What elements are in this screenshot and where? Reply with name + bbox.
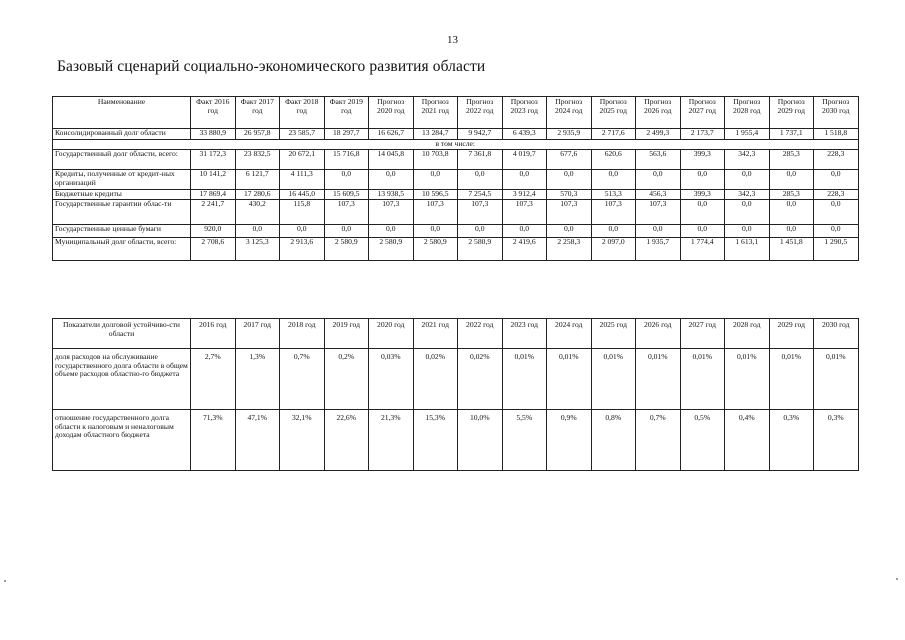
table-cell: 0,01%: [725, 349, 770, 410]
table-cell: 1 290,5: [814, 238, 859, 261]
debt-sustainability-table: [52, 318, 859, 471]
table-cell: 513,3: [591, 190, 636, 200]
column-header: Показатели долговой устойчиво-сти области: [53, 319, 191, 349]
column-header: 2026 год: [636, 319, 681, 349]
table-cell: 7 361,8: [458, 150, 503, 170]
row-label: Муниципальный долг области, всего:: [53, 238, 191, 261]
page-title: Базовый сценарий социально-экономического развития области: [57, 58, 486, 75]
table-cell: 285,3: [769, 150, 814, 170]
column-header: 2016 год: [191, 319, 236, 349]
column-header: 2020 год: [369, 319, 414, 349]
table-cell: 0,0: [769, 225, 814, 238]
table-cell: 0,0: [814, 170, 859, 190]
column-header: Факт 2019 год: [324, 97, 369, 129]
table-cell: 0,4%: [725, 410, 770, 471]
row-label: доля расходов на обслуживание государственного долга области в общем объеме расходов областно-го бюджета: [53, 349, 191, 410]
page-number: 13: [447, 34, 458, 46]
table-cell: 4 019,7: [502, 150, 547, 170]
table-cell: 2 097,0: [591, 238, 636, 261]
scan-speck: [896, 578, 898, 580]
table-cell: 0,0: [324, 225, 369, 238]
table-header-row: [53, 319, 859, 349]
table-cell: 1 451,8: [769, 238, 814, 261]
table-cell: 0,0: [725, 170, 770, 190]
table-cell: 0,0: [680, 225, 725, 238]
table-row: [53, 349, 859, 410]
table-cell: 0,01%: [680, 349, 725, 410]
table-cell: 2 708,6: [191, 238, 236, 261]
table-cell: 22,6%: [324, 410, 369, 471]
table-cell: 15 716,8: [324, 150, 369, 170]
table-row: [53, 238, 859, 261]
column-header: 2023 год: [502, 319, 547, 349]
subheader-note: в том числе:: [53, 140, 859, 150]
table-cell: 1 613,1: [725, 238, 770, 261]
table-cell: 677,6: [547, 150, 592, 170]
table-cell: 0,0: [725, 200, 770, 225]
table-header-row: [53, 97, 859, 129]
table-cell: 1 518,8: [814, 129, 859, 140]
table-cell: 23 585,7: [280, 129, 325, 140]
column-header: Прогноз 2026 год: [636, 97, 681, 129]
table-cell: 3 912,4: [502, 190, 547, 200]
table-cell: 2 717,6: [591, 129, 636, 140]
table-cell: 17 869,4: [191, 190, 236, 200]
table-cell: 1 737,1: [769, 129, 814, 140]
row-label: Государственные гарантии облас-ти: [53, 200, 191, 225]
table-cell: 0,0: [725, 225, 770, 238]
table-cell: 2 935,9: [547, 129, 592, 140]
column-header: 2030 год: [814, 319, 859, 349]
table-cell: 342,3: [725, 190, 770, 200]
table-cell: 107,3: [547, 200, 592, 225]
table-cell: 0,0: [547, 170, 592, 190]
table-cell: 0,0: [324, 170, 369, 190]
table-cell: 2,7%: [191, 349, 236, 410]
table-cell: 0,0: [369, 225, 414, 238]
table-cell: 0,03%: [369, 349, 414, 410]
table-cell: 13 938,5: [369, 190, 414, 200]
table-cell: 1 955,4: [725, 129, 770, 140]
table-cell: 15,3%: [413, 410, 458, 471]
table-cell: 10 703,8: [413, 150, 458, 170]
row-label: Государственный долг области, всего:: [53, 150, 191, 170]
table-cell: 0,3%: [769, 410, 814, 471]
column-header: Факт 2018 год: [280, 97, 325, 129]
table-cell: 0,0: [502, 225, 547, 238]
table-row: [53, 170, 859, 190]
table-cell: 2 580,9: [413, 238, 458, 261]
table-row: [53, 150, 859, 170]
table-cell: 5,5%: [502, 410, 547, 471]
table-cell: 0,0: [458, 170, 503, 190]
row-label: отношение государственного долга области к налоговым и неналоговым доходам областного бюджета: [53, 410, 191, 471]
table-cell: 115,8: [280, 200, 325, 225]
table-cell: 4 111,3: [280, 170, 325, 190]
table-cell: 0,0: [636, 170, 681, 190]
column-header: Прогноз 2027 год: [680, 97, 725, 129]
column-header: Факт 2017 год: [235, 97, 280, 129]
table-cell: 47,1%: [235, 410, 280, 471]
table-cell: 228,3: [814, 150, 859, 170]
column-header: 2024 год: [547, 319, 592, 349]
table-cell: 0,01%: [814, 349, 859, 410]
table-cell: 6 439,3: [502, 129, 547, 140]
table-cell: 0,7%: [636, 410, 681, 471]
table-cell: 2 499,3: [636, 129, 681, 140]
column-header: Прогноз 2029 год: [769, 97, 814, 129]
row-label: Консолидированный долг области: [53, 129, 191, 140]
table-cell: 0,0: [591, 170, 636, 190]
column-header: 2021 год: [413, 319, 458, 349]
column-header: Наименование: [53, 97, 191, 129]
column-header: 2017 год: [235, 319, 280, 349]
table-cell: 107,3: [413, 200, 458, 225]
table-row: [53, 129, 859, 140]
table-cell: 6 121,7: [235, 170, 280, 190]
table-cell: 0,0: [814, 200, 859, 225]
table-row: [53, 200, 859, 225]
table-cell: 430,2: [235, 200, 280, 225]
table-cell: 18 297,7: [324, 129, 369, 140]
table-cell: 0,7%: [280, 349, 325, 410]
table-cell: 0,5%: [680, 410, 725, 471]
table-cell: 2 913,6: [280, 238, 325, 261]
table-cell: 0,0: [769, 200, 814, 225]
column-header: Факт 2016 год: [191, 97, 236, 129]
column-header: 2019 год: [324, 319, 369, 349]
table-cell: 920,0: [191, 225, 236, 238]
table-cell: 16 626,7: [369, 129, 414, 140]
scan-speck: [4, 580, 6, 582]
column-header: Прогноз 2020 год: [369, 97, 414, 129]
table-cell: 107,3: [369, 200, 414, 225]
table-cell: 0,01%: [502, 349, 547, 410]
table-cell: 0,0: [369, 170, 414, 190]
table-cell: 570,3: [547, 190, 592, 200]
table-cell: 9 942,7: [458, 129, 503, 140]
table-row: [53, 225, 859, 238]
table-cell: 107,3: [502, 200, 547, 225]
column-header: Прогноз 2030 год: [814, 97, 859, 129]
table-cell: 0,0: [547, 225, 592, 238]
table-cell: 2 580,9: [324, 238, 369, 261]
table-cell: 0,01%: [547, 349, 592, 410]
column-header: Прогноз 2022 год: [458, 97, 503, 129]
table-cell: 107,3: [636, 200, 681, 225]
column-header: Прогноз 2028 год: [725, 97, 770, 129]
table-cell: 342,3: [725, 150, 770, 170]
table-cell: 17 280,6: [235, 190, 280, 200]
table-cell: 16 445,0: [280, 190, 325, 200]
table-cell: 2 419,6: [502, 238, 547, 261]
table-cell: 2 580,9: [458, 238, 503, 261]
table-cell: 107,3: [458, 200, 503, 225]
table-cell: 2 173,7: [680, 129, 725, 140]
table-cell: 0,9%: [547, 410, 592, 471]
table-cell: 0,0: [502, 170, 547, 190]
table-cell: 228,3: [814, 190, 859, 200]
table-cell: 107,3: [591, 200, 636, 225]
table-cell: 0,0: [680, 170, 725, 190]
table-cell: 2 580,9: [369, 238, 414, 261]
table-cell: 0,0: [235, 225, 280, 238]
column-header: 2025 год: [591, 319, 636, 349]
column-header: Прогноз 2021 год: [413, 97, 458, 129]
table-cell: 0,0: [680, 200, 725, 225]
table-cell: 285,3: [769, 190, 814, 200]
table-cell: 0,02%: [413, 349, 458, 410]
table-cell: 0,0: [413, 225, 458, 238]
table-cell: 0,01%: [769, 349, 814, 410]
column-header: 2028 год: [725, 319, 770, 349]
table-cell: 10,0%: [458, 410, 503, 471]
table-cell: 0,8%: [591, 410, 636, 471]
table-cell: 14 045,8: [369, 150, 414, 170]
table-cell: 399,3: [680, 190, 725, 200]
table-cell: 71,3%: [191, 410, 236, 471]
table-cell: 7 254,5: [458, 190, 503, 200]
table-cell: 32,1%: [280, 410, 325, 471]
table-cell: 107,3: [324, 200, 369, 225]
table-cell: 23 832,5: [235, 150, 280, 170]
debt-table: [52, 96, 859, 261]
table-cell: 13 284,7: [413, 129, 458, 140]
table-cell: 0,01%: [636, 349, 681, 410]
table-cell: 1,3%: [235, 349, 280, 410]
table-cell: 399,3: [680, 150, 725, 170]
table-row: [53, 190, 859, 200]
table-cell: 1 774,4: [680, 238, 725, 261]
table-cell: 2 258,3: [547, 238, 592, 261]
table-cell: 0,3%: [814, 410, 859, 471]
column-header: 2029 год: [769, 319, 814, 349]
table-cell: 2 241,7: [191, 200, 236, 225]
row-label: Кредиты, полученные от кредит-ных организаций: [53, 170, 191, 190]
table-cell: 33 880,9: [191, 129, 236, 140]
table-cell: 10 141,2: [191, 170, 236, 190]
table-cell: 0,0: [458, 225, 503, 238]
table-row: [53, 410, 859, 471]
table-cell: 0,02%: [458, 349, 503, 410]
table-cell: 0,0: [636, 225, 681, 238]
table-cell: 15 609,5: [324, 190, 369, 200]
column-header: 2018 год: [280, 319, 325, 349]
column-header: 2027 год: [680, 319, 725, 349]
table-cell: 0,0: [814, 225, 859, 238]
table-cell: 456,3: [636, 190, 681, 200]
table-cell: 0,0: [591, 225, 636, 238]
table-cell: 0,0: [280, 225, 325, 238]
table-cell: 0,2%: [324, 349, 369, 410]
table-cell: 620,6: [591, 150, 636, 170]
table-cell: 1 935,7: [636, 238, 681, 261]
row-label: Государственные ценные бумаги: [53, 225, 191, 238]
row-label: Бюджетные кредиты: [53, 190, 191, 200]
column-header: Прогноз 2025 год: [591, 97, 636, 129]
column-header: Прогноз 2024 год: [547, 97, 592, 129]
table-cell: 20 672,1: [280, 150, 325, 170]
subheader-row: [53, 140, 859, 150]
table-cell: 10 596,5: [413, 190, 458, 200]
table-cell: 3 125,3: [235, 238, 280, 261]
table-cell: 21,3%: [369, 410, 414, 471]
table-cell: 0,01%: [591, 349, 636, 410]
table-cell: 0,0: [413, 170, 458, 190]
table-cell: 26 957,8: [235, 129, 280, 140]
column-header: 2022 год: [458, 319, 503, 349]
table-cell: 31 172,3: [191, 150, 236, 170]
table-cell: 563,6: [636, 150, 681, 170]
column-header: Прогноз 2023 год: [502, 97, 547, 129]
table-cell: 0,0: [769, 170, 814, 190]
